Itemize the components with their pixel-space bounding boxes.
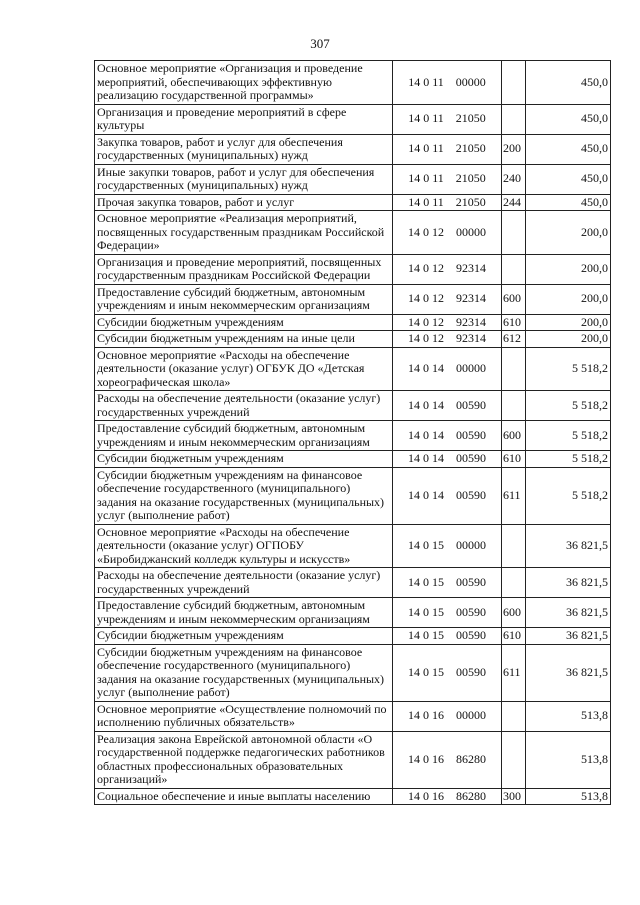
row-name: Расходы на обеспечение деятельности (оказание услуг) государственных учреждений bbox=[95, 391, 393, 421]
row-expense-type bbox=[502, 731, 526, 788]
row-amount: 36 821,5 bbox=[526, 524, 611, 568]
table-row bbox=[95, 731, 611, 788]
table-row bbox=[95, 347, 611, 391]
table-row bbox=[95, 314, 611, 331]
row-expense-type bbox=[502, 701, 526, 731]
row-name: Расходы на обеспечение деятельности (оказание услуг) государственных учреждений bbox=[95, 568, 393, 598]
table-row bbox=[95, 104, 611, 134]
row-name: Основное мероприятие «Расходы на обеспечение деятельности (оказание услуг) ОГПОБУ «Биробиджанский колледж культуры и искусств» bbox=[95, 524, 393, 568]
row-code: 14 0 15 00590 bbox=[393, 628, 502, 645]
table-row bbox=[95, 451, 611, 468]
row-name: Прочая закупка товаров, работ и услуг bbox=[95, 194, 393, 211]
row-expense-type: 600 bbox=[502, 284, 526, 314]
row-amount: 36 821,5 bbox=[526, 644, 611, 701]
row-amount: 200,0 bbox=[526, 284, 611, 314]
row-name: Предоставление субсидий бюджетным, автономным учреждениям и иным некоммерческим организациям bbox=[95, 284, 393, 314]
budget-table bbox=[94, 60, 611, 805]
row-amount: 450,0 bbox=[526, 61, 611, 105]
row-amount: 200,0 bbox=[526, 254, 611, 284]
row-expense-type: 200 bbox=[502, 134, 526, 164]
row-code: 14 0 14 00590 bbox=[393, 467, 502, 524]
row-expense-type bbox=[502, 211, 526, 255]
row-name: Субсидии бюджетным учреждениям на финансовое обеспечение государственного (муниципального) задания на оказание государственных (муниципальных) услуг (выполнение работ) bbox=[95, 644, 393, 701]
row-expense-type bbox=[502, 104, 526, 134]
row-amount: 513,8 bbox=[526, 701, 611, 731]
row-amount: 450,0 bbox=[526, 194, 611, 211]
row-code: 14 0 12 92314 bbox=[393, 284, 502, 314]
row-code: 14 0 14 00590 bbox=[393, 421, 502, 451]
row-code: 14 0 11 21050 bbox=[393, 194, 502, 211]
table-row bbox=[95, 788, 611, 805]
row-expense-type: 612 bbox=[502, 331, 526, 348]
row-expense-type bbox=[502, 568, 526, 598]
table-row bbox=[95, 524, 611, 568]
row-code: 14 0 14 00590 bbox=[393, 451, 502, 468]
row-name: Предоставление субсидий бюджетным, автономным учреждениям и иным некоммерческим организациям bbox=[95, 598, 393, 628]
row-expense-type: 600 bbox=[502, 421, 526, 451]
row-name: Основное мероприятие «Расходы на обеспечение деятельности (оказание услуг) ОГБУК ДО «Детская хореографическая школа» bbox=[95, 347, 393, 391]
row-code: 14 0 12 00000 bbox=[393, 211, 502, 255]
row-code: 14 0 12 92314 bbox=[393, 314, 502, 331]
row-expense-type bbox=[502, 524, 526, 568]
row-amount: 36 821,5 bbox=[526, 628, 611, 645]
budget-table-body bbox=[95, 61, 611, 805]
row-amount: 450,0 bbox=[526, 164, 611, 194]
row-amount: 5 518,2 bbox=[526, 467, 611, 524]
row-code: 14 0 11 21050 bbox=[393, 134, 502, 164]
row-code: 14 0 11 00000 bbox=[393, 61, 502, 105]
row-name: Субсидии бюджетным учреждениям bbox=[95, 628, 393, 645]
row-name: Иные закупки товаров, работ и услуг для обеспечения государственных (муниципальных) нужд bbox=[95, 164, 393, 194]
row-expense-type: 611 bbox=[502, 644, 526, 701]
row-name: Основное мероприятие «Осуществление полномочий по исполнению публичных обязательств» bbox=[95, 701, 393, 731]
row-expense-type bbox=[502, 61, 526, 105]
row-amount: 5 518,2 bbox=[526, 421, 611, 451]
table-row bbox=[95, 598, 611, 628]
table-row bbox=[95, 644, 611, 701]
row-amount: 513,8 bbox=[526, 731, 611, 788]
row-code: 14 0 11 21050 bbox=[393, 164, 502, 194]
table-row bbox=[95, 134, 611, 164]
row-name: Реализация закона Еврейской автономной области «О государственной поддержке педагогических работников областных профессиональных образовательных организаций» bbox=[95, 731, 393, 788]
row-expense-type: 610 bbox=[502, 451, 526, 468]
row-amount: 450,0 bbox=[526, 104, 611, 134]
table-row bbox=[95, 254, 611, 284]
table-row bbox=[95, 61, 611, 105]
row-code: 14 0 16 86280 bbox=[393, 731, 502, 788]
row-amount: 36 821,5 bbox=[526, 598, 611, 628]
table-row bbox=[95, 211, 611, 255]
row-code: 14 0 15 00590 bbox=[393, 568, 502, 598]
row-amount: 5 518,2 bbox=[526, 391, 611, 421]
row-code: 14 0 12 92314 bbox=[393, 331, 502, 348]
row-expense-type bbox=[502, 254, 526, 284]
table-row bbox=[95, 284, 611, 314]
row-name: Социальное обеспечение и иные выплаты населению bbox=[95, 788, 393, 805]
row-amount: 5 518,2 bbox=[526, 347, 611, 391]
table-row bbox=[95, 467, 611, 524]
row-name: Основное мероприятие «Реализация мероприятий, посвященных государственным праздникам Российской Федерации» bbox=[95, 211, 393, 255]
table-row bbox=[95, 568, 611, 598]
row-name: Субсидии бюджетным учреждениям на иные цели bbox=[95, 331, 393, 348]
row-code: 14 0 15 00590 bbox=[393, 598, 502, 628]
row-amount: 200,0 bbox=[526, 331, 611, 348]
row-expense-type: 610 bbox=[502, 628, 526, 645]
row-name: Организация и проведение мероприятий, посвященных государственным праздникам Российской Федерации bbox=[95, 254, 393, 284]
table-row bbox=[95, 701, 611, 731]
row-name: Закупка товаров, работ и услуг для обеспечения государственных (муниципальных) нужд bbox=[95, 134, 393, 164]
row-name: Основное мероприятие «Организация и проведение мероприятий, обеспечивающих эффективную реализацию государственной программы» bbox=[95, 61, 393, 105]
row-name: Субсидии бюджетным учреждениям bbox=[95, 451, 393, 468]
row-code: 14 0 14 00590 bbox=[393, 391, 502, 421]
row-code: 14 0 16 86280 bbox=[393, 788, 502, 805]
row-code: 14 0 16 00000 bbox=[393, 701, 502, 731]
row-code: 14 0 11 21050 bbox=[393, 104, 502, 134]
row-amount: 5 518,2 bbox=[526, 451, 611, 468]
row-name: Предоставление субсидий бюджетным, автономным учреждениям и иным некоммерческим организациям bbox=[95, 421, 393, 451]
row-expense-type: 610 bbox=[502, 314, 526, 331]
row-code: 14 0 15 00590 bbox=[393, 644, 502, 701]
row-expense-type bbox=[502, 391, 526, 421]
row-amount: 513,8 bbox=[526, 788, 611, 805]
table-row bbox=[95, 421, 611, 451]
row-amount: 450,0 bbox=[526, 134, 611, 164]
row-expense-type: 611 bbox=[502, 467, 526, 524]
row-name: Субсидии бюджетным учреждениям bbox=[95, 314, 393, 331]
row-code: 14 0 14 00000 bbox=[393, 347, 502, 391]
table-row bbox=[95, 194, 611, 211]
table-row bbox=[95, 391, 611, 421]
table-row bbox=[95, 164, 611, 194]
row-expense-type bbox=[502, 347, 526, 391]
page-number: 307 bbox=[310, 36, 330, 51]
row-amount: 200,0 bbox=[526, 211, 611, 255]
row-code: 14 0 12 92314 bbox=[393, 254, 502, 284]
table-row bbox=[95, 628, 611, 645]
row-expense-type: 244 bbox=[502, 194, 526, 211]
row-code: 14 0 15 00000 bbox=[393, 524, 502, 568]
row-name: Организация и проведение мероприятий в сфере культуры bbox=[95, 104, 393, 134]
row-amount: 200,0 bbox=[526, 314, 611, 331]
row-expense-type: 300 bbox=[502, 788, 526, 805]
row-expense-type: 600 bbox=[502, 598, 526, 628]
row-amount: 36 821,5 bbox=[526, 568, 611, 598]
row-name: Субсидии бюджетным учреждениям на финансовое обеспечение государственного (муниципального) задания на оказание государственных (муниципальных) услуг (выполнение работ) bbox=[95, 467, 393, 524]
row-expense-type: 240 bbox=[502, 164, 526, 194]
table-row bbox=[95, 331, 611, 348]
